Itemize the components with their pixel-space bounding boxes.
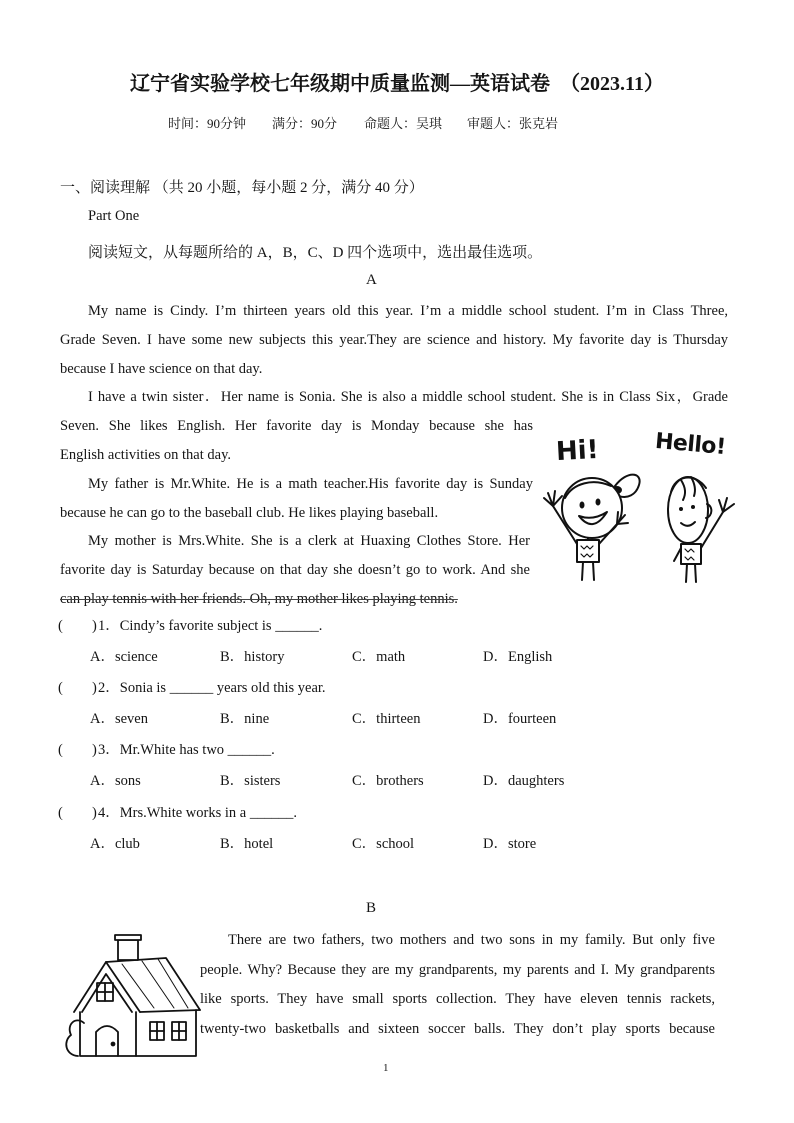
exam-title: 辽宁省实验学校七年级期中质量监测—英语试卷 （2023.11） xyxy=(130,73,664,95)
girl-figure xyxy=(544,475,640,580)
exam-reviewer: 审题人：张克岩 xyxy=(467,116,559,131)
boy-speech-text: Hello! xyxy=(654,428,727,461)
passage-a-line: Seven. She likes English. Her favorite day is Monday because she has xyxy=(60,418,533,435)
option-c: C．school xyxy=(352,835,415,852)
question-stem xyxy=(58,611,678,642)
question-stem xyxy=(58,798,678,829)
passage-a-line: My mother is Mrs.White. She is a clerk at Huaxing Clothes Store. Her xyxy=(88,533,530,550)
passage-b xyxy=(200,926,715,1045)
option-a: A．club xyxy=(90,835,140,852)
questions-list xyxy=(58,611,678,860)
answer-bracket-open: ( xyxy=(58,680,63,697)
exam-full-marks: 满分：90分 xyxy=(272,116,338,131)
passage-a-line: English activities on that day. xyxy=(60,446,232,463)
passage-a-line: because I have science on that day. xyxy=(60,360,263,377)
passage-b-line: like sports. They have small sports collection. They have eleven tennis rackets, xyxy=(200,991,715,1008)
passage-a-label: A xyxy=(366,272,377,288)
option-d: D．store xyxy=(483,835,537,852)
part-label: Part One xyxy=(88,208,140,224)
option-b: B．sisters xyxy=(220,773,281,790)
question-options xyxy=(58,642,678,673)
question-item xyxy=(58,735,678,797)
option-d: D．fourteen xyxy=(483,711,557,728)
exam-time: 时间：90分钟 xyxy=(168,116,247,131)
option-b: B．hotel xyxy=(220,835,274,852)
passage-a-line: My father is Mr.White. He is a math teacher.His favorite day is Sunday xyxy=(88,475,533,492)
question-stem xyxy=(58,735,678,766)
boy-figure xyxy=(668,477,734,582)
question-text: 1．Cindy’s favorite subject is ______. xyxy=(98,618,323,634)
page-number: 1 xyxy=(383,1062,389,1074)
passage-b-line: There are two fathers, two mothers and two sons in my family. But only five xyxy=(228,932,715,948)
option-c: C．math xyxy=(352,649,406,666)
question-text: 2．Sonia is ______ years old this year. xyxy=(98,680,326,697)
passage-a-line: favorite day is Saturday because on that day she doesn’t go to work. And she xyxy=(60,562,530,579)
passage-b-line: people. Why? Because they are my grandparents, my parents and I. My grandparents xyxy=(200,961,715,978)
passage-b-label: B xyxy=(366,900,377,916)
passage-a-line: Grade Seven. I have some new subjects this year.They are science and history. My favorite day is Thursday xyxy=(60,331,728,348)
passage-a-line: My name is Cindy. I’m thirteen years old this year. I’m a middle school student. I’m in Class Three, xyxy=(88,303,728,319)
option-a: A．sons xyxy=(90,773,141,790)
question-options xyxy=(58,704,678,735)
answer-bracket-open: ( xyxy=(58,742,63,759)
question-item xyxy=(58,611,678,673)
option-c: C．thirteen xyxy=(352,711,421,728)
passage-a-line: I have a twin sister．Her name is Sonia. She is also a middle school student. She is in Class Six，Grade xyxy=(88,389,728,406)
answer-bracket-close: ) xyxy=(92,804,97,821)
question-text: 3．Mr.White has two ______. xyxy=(98,742,275,759)
option-d: D．daughters xyxy=(483,773,565,790)
option-b: B．history xyxy=(220,649,285,666)
option-a: A．science xyxy=(90,649,158,666)
exam-setter: 命题人：吴琪 xyxy=(364,116,443,131)
passage-a-paragraph xyxy=(60,297,728,383)
option-c: C．brothers xyxy=(352,773,424,790)
answer-bracket-close: ) xyxy=(92,618,97,634)
question-stem xyxy=(58,673,678,704)
section-instruction: 阅读短文，从每题所给的 A，B，C、D 四个选项中，选出最佳选项。 xyxy=(88,245,543,261)
answer-bracket-open: ( xyxy=(58,804,63,821)
option-d: D．English xyxy=(483,649,553,666)
section-heading: 一、阅读理解 （共 20 小题，每小题 2 分，满分 40 分） xyxy=(60,180,424,196)
question-text: 4．Mrs.White works in a ______. xyxy=(98,804,297,821)
answer-bracket-close: ) xyxy=(92,680,97,697)
passage-b-line: twenty-two basketballs and sixteen soccer balls. They don’t play sports because xyxy=(200,1021,715,1038)
option-b: B．nine xyxy=(220,711,270,728)
question-options xyxy=(58,829,678,860)
house-illustration xyxy=(62,928,207,1060)
question-item xyxy=(58,673,678,735)
option-a: A．seven xyxy=(90,711,148,728)
passage-a-line: can play tennis with her friends. Oh, my mother likes playing tennis. xyxy=(60,590,458,607)
passage-a-line: because he can go to the baseball club. He likes playing baseball. xyxy=(60,504,439,521)
girl-speech-text: Hi! xyxy=(555,434,600,468)
question-options xyxy=(58,766,678,797)
question-item xyxy=(58,798,678,860)
answer-bracket-close: ) xyxy=(92,742,97,759)
answer-bracket-open: ( xyxy=(58,618,63,634)
